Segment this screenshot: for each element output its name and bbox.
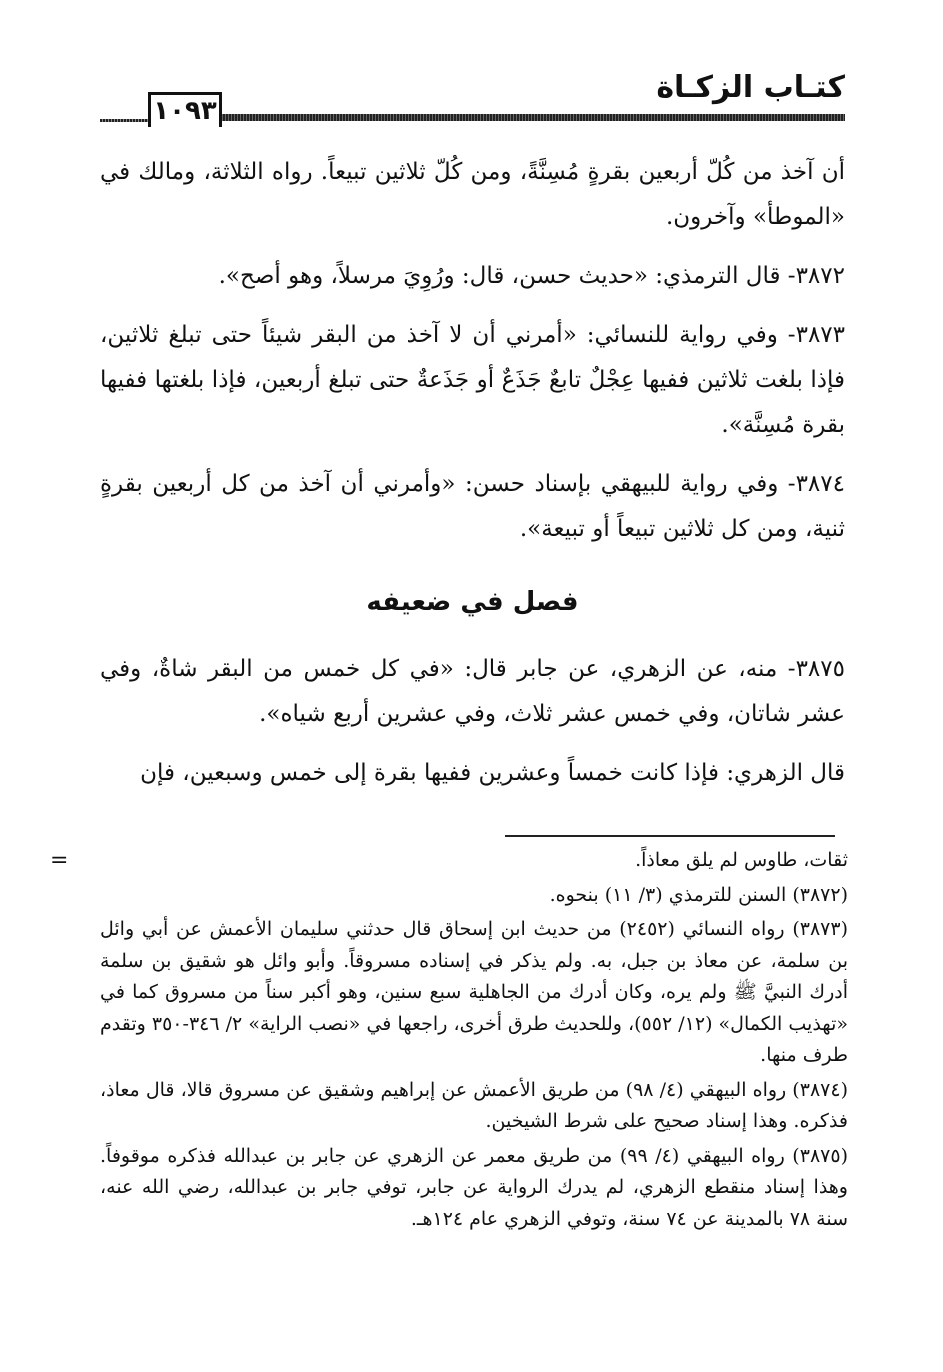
paragraph: ٣٨٧٤- وفي رواية للبيهقي بإسناد حسن: «وأمرني أن آخذ من كل أربعين بقرةٍ ثنية، ومن كل ثلاثين تبيعاً أو تبيعة». xyxy=(100,471,845,542)
paragraph: ٣٨٧٣- وفي رواية للنسائي: «أمرني أن لا آخذ من البقر شيئاً حتى تبلغ ثلاثين، فإذا بلغت ثلاثين ففيها عِجْلٌ تابعٌ جَذَعٌ أو جَذَعةٌ حتى تبلغ أربعين، فإذا بلغتها ففيها بقرة مُسِنَّة». xyxy=(100,322,846,438)
footnotes xyxy=(50,845,848,1238)
running-title: كتـاب الزكـاة xyxy=(656,70,845,105)
paragraph: ٣٨٧٥- منه، عن الزهري، عن جابر قال: «في كل خمس من البقر شاةٌ، وفي عشر شاتان، وفي خمس عشر ثلاث، وفي عشرين أربع شياه». xyxy=(100,656,845,727)
footnote-continuation-text: ثقات، طاوس لم يلق معاذاً. xyxy=(635,849,848,871)
paragraph: ٣٨٧٢- قال الترمذي: «حديث حسن، قال: ورُوِيَ مرسلاً، وهو أصح». xyxy=(218,263,845,289)
header-rule-left xyxy=(100,119,148,122)
paragraph: قال الزهري: فإذا كانت خمساً وعشرين ففيها بقرة إلى خمس وسبعين، فإن xyxy=(140,760,845,786)
section-heading: فصل في ضعيفه xyxy=(366,587,579,617)
footnote: (٣٨٧٢) السنن للترمذي (٣/ ١١) بنحوه. xyxy=(549,883,848,906)
page-header xyxy=(100,70,845,130)
header-rule xyxy=(220,114,845,121)
main-text xyxy=(100,150,845,810)
footnote: (٣٨٧٥) رواه البيهقي (٤/ ٩٩) من طريق معمر عن الزهري عن جابر بن عبدالله فذكره موقوفاً. وهذا إسناد منقطع الزهري، لم يدرك الرواية عن جابر، توفي جابر بن عبدالله، رضي الله عنه، سنة ٧٨ بالمدينة عن ٧٤ سنة، وتوفي الزهري عام ١٢٤هـ. xyxy=(100,1144,848,1230)
footnote: (٣٨٧٣) رواه النسائي (٢٤٥٢) من حديث ابن إسحاق قال حدثني سليمان الأعمش عن أبي وائل بن سلمة، عن معاذ بن جبل، به. ولم يذكر في إسناده مسروقاً. وأبو وائل هو شقيق بن سلمة أدرك النبيَّ ﷺ ولم يره، وكان أدرك من الجاهلية سبع سنين، وهو أكبر سناً من مسروق كما في «تهذيب الكمال» (١٢/ ٥٥٢)، وللحديث طرق أخرى، راجعها في «نصب الراية» ٢/ ٣٤٦-٣٥٠ وتقدم طرف منها. xyxy=(100,918,848,1066)
footnote: (٣٨٧٤) رواه البيهقي (٤/ ٩٨) من طريق الأعمش عن إبراهيم وشقيق عن مسروق قالا، قال معاذ، فذكره. وهذا إسناد صحيح على شرط الشيخين. xyxy=(100,1078,848,1132)
footnote-separator xyxy=(505,835,835,837)
continuation-marker: = xyxy=(50,848,69,873)
page-number: ١٠٩٣ xyxy=(148,92,222,127)
paragraph: أن آخذ من كُلّ أربعين بقرةٍ مُسِنَّةً، ومن كُلّ ثلاثين تبيعاً. رواه الثلاثة، ومالك في «الموطأ» وآخرون. xyxy=(100,159,845,230)
footnote-continuation xyxy=(50,845,848,877)
